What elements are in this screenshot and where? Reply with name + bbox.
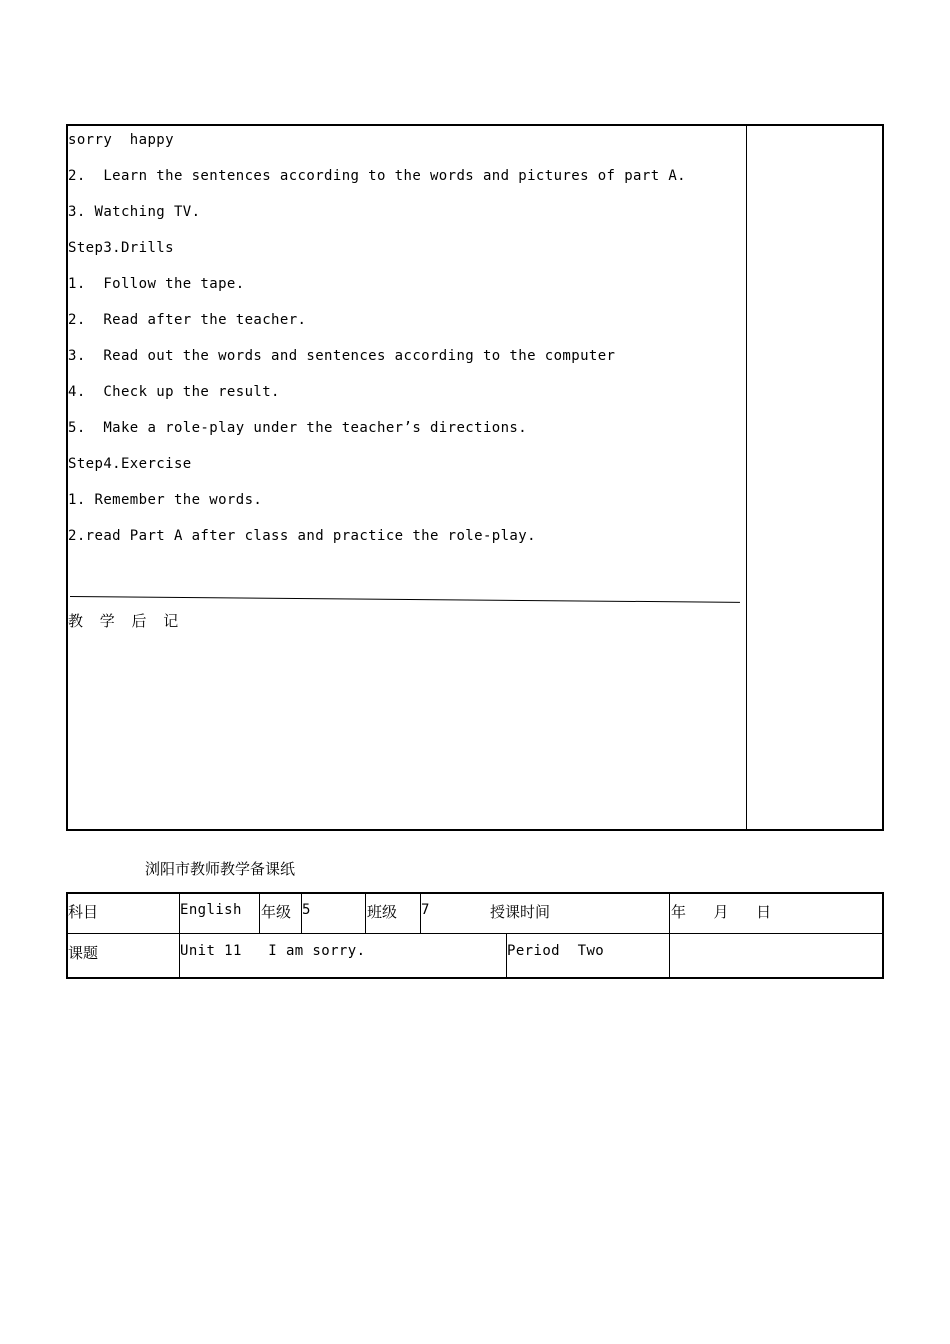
lesson-line: 2.read Part A after class and practice the role-play.: [68, 528, 536, 544]
grade-value: 5: [302, 902, 311, 918]
row-divider: [68, 933, 882, 934]
lesson-content-table: [66, 124, 884, 831]
lesson-line: 3. Watching TV.: [68, 204, 201, 220]
lesson-line: 5. Make a role-play under the teacher’s directions.: [68, 420, 528, 436]
step-heading: Step4.Exercise: [68, 456, 192, 472]
topic-label: 课题: [68, 944, 99, 962]
subject-value: English: [180, 902, 242, 918]
class-value: 7: [421, 902, 430, 918]
cell-divider: [669, 933, 670, 979]
grade-label: 年级: [261, 903, 292, 921]
step-heading: Step3.Drills: [68, 240, 174, 256]
subject-label: 科目: [68, 903, 99, 921]
period-value: Period Two: [507, 943, 605, 959]
lesson-line: 4. Check up the result.: [68, 384, 280, 400]
column-divider: [746, 126, 747, 829]
reflection-label: 教 学 后 记: [68, 612, 185, 630]
form-caption: 浏阳市教师教学备课纸: [145, 860, 296, 878]
lesson-line: 3. Read out the words and sentences according to the computer: [68, 348, 616, 364]
topic-value: Unit 11 I am sorry.: [180, 943, 366, 959]
lesson-header-table: [66, 892, 884, 979]
section-divider-line: [70, 596, 740, 603]
lesson-line: 1. Follow the tape.: [68, 276, 245, 292]
lesson-line: 1. Remember the words.: [68, 492, 263, 508]
lesson-line: 2. Read after the teacher.: [68, 312, 307, 328]
lesson-line: sorry happy: [68, 132, 174, 148]
cell-divider: [365, 894, 366, 933]
lesson-line: 2. Learn the sentences according to the words and pictures of part A.: [68, 168, 687, 184]
time-label: 授课时间: [490, 903, 551, 921]
class-label: 班级: [367, 903, 398, 921]
cell-divider: [259, 894, 260, 933]
cell-divider: [669, 894, 670, 933]
date-placeholder: 年 月 日: [671, 903, 778, 921]
